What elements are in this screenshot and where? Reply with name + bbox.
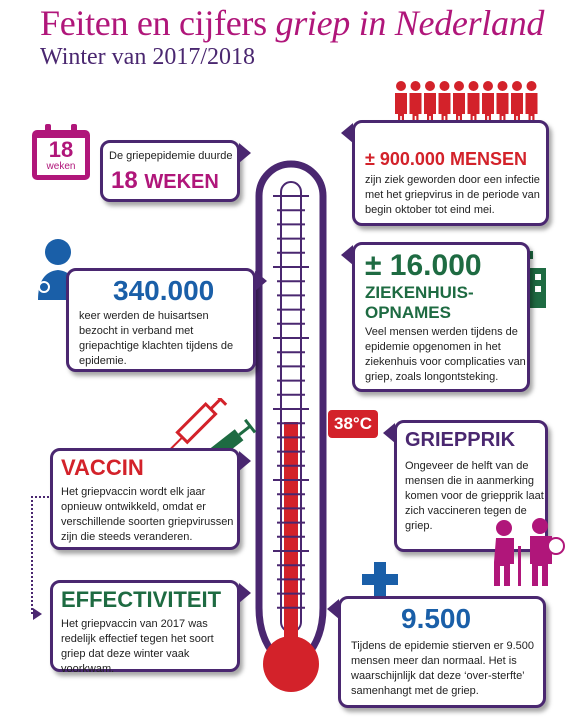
deaths-value: 9.500 bbox=[401, 603, 472, 634]
person-head bbox=[454, 81, 464, 91]
sick-card bbox=[352, 120, 549, 226]
person-head bbox=[469, 81, 479, 91]
person-head bbox=[425, 81, 435, 91]
calendar-number: 18 bbox=[48, 137, 74, 162]
temperature-label: 38°C bbox=[328, 410, 378, 438]
calendar-icon bbox=[30, 124, 92, 182]
calendar-unit: weken bbox=[46, 161, 76, 172]
title-italic: griep in Nederland bbox=[275, 3, 545, 43]
person-head bbox=[411, 81, 421, 91]
person-head bbox=[440, 81, 450, 91]
doctor-value: 340.000 bbox=[113, 275, 215, 306]
hospital-text: Veel mensen werden tijdens de epidemie opgenomen in het ziekenhuis voor complicaties van griep, zoals longontsteking. bbox=[365, 326, 526, 383]
connector-arrow-icon bbox=[33, 608, 42, 620]
thermometer bbox=[255, 160, 327, 720]
sick-value: ± 900.000 MENSEN bbox=[365, 149, 527, 169]
dotted-connector bbox=[31, 496, 49, 614]
vaccine-title: VACCIN bbox=[61, 455, 144, 480]
effect-title: EFFECTIVITEIT bbox=[61, 587, 222, 612]
duration-value: 18 bbox=[111, 167, 138, 194]
deaths-text: Tijdens de epidemie stierven er 9.500 mensen meer dan normaal. Het is waarschijnlijk dat deze ‘over-sterfte’ samenhangt met de griep. bbox=[351, 640, 535, 697]
effect-card bbox=[50, 580, 240, 675]
vaccine-text: Het griepvaccin wordt elk jaar opnieuw ontwikkeld, omdat er verschillende soorten griepvirussen zijn die steeds veranderen. bbox=[61, 486, 234, 543]
duration-unit: WEKEN bbox=[144, 171, 219, 193]
title-main: Feiten en cijfers bbox=[40, 3, 267, 43]
person-head bbox=[483, 81, 493, 91]
vaccine-card bbox=[50, 448, 240, 550]
page-title bbox=[40, 2, 544, 44]
doctor-text: keer werden de huisartsen bezocht in verband met griepachtige klachten tijdens de epidemie. bbox=[79, 310, 234, 367]
person-head bbox=[512, 81, 522, 91]
hospital-card bbox=[352, 242, 530, 392]
hospital-label-1: ZIEKENHUIS- bbox=[365, 283, 474, 302]
person-head bbox=[396, 81, 406, 91]
flushot-title: GRIEPPRIK bbox=[405, 429, 516, 451]
deaths-card bbox=[338, 596, 546, 708]
duration-card bbox=[100, 140, 240, 202]
flushot-text: Ongeveer de helft van de mensen die in aanmerking komen voor de griepprik laat zich vaccineren tegen de griep. bbox=[405, 460, 544, 532]
person-head bbox=[498, 81, 508, 91]
hospital-label-2: OPNAMES bbox=[365, 303, 451, 322]
person-head bbox=[527, 81, 537, 91]
elderly-people-icon bbox=[482, 516, 566, 588]
sick-text: zijn ziek geworden door een infectie met het griepvirus in de periode van begin oktober tot eind mei. bbox=[365, 174, 540, 216]
effect-text: Het griepvaccin van 2017 was redelijk effectief tegen het soort griep dat deze winter vaak voorkwam. bbox=[61, 618, 214, 675]
hospital-value: ± 16.000 bbox=[365, 249, 482, 282]
duration-text: De griepepidemie duurde bbox=[109, 150, 233, 162]
page-subtitle: Winter van 2017/2018 bbox=[40, 44, 255, 70]
doctor-card bbox=[66, 268, 256, 372]
